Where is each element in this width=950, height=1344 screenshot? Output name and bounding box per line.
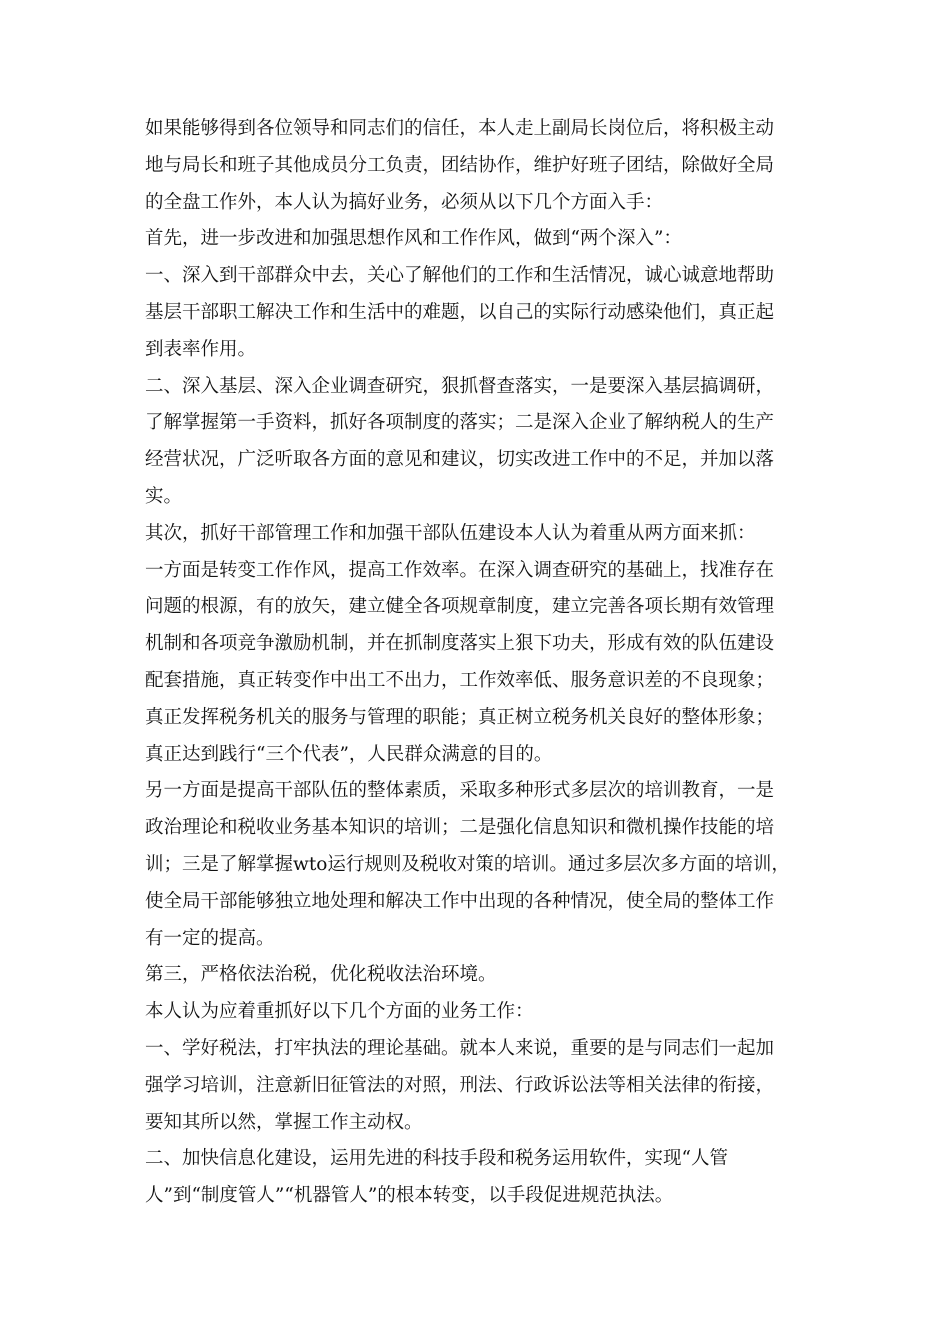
text-line: 人”到“制度管人”“机器管人”的根本转变，以手段促进规范执法。: [145, 1185, 674, 1207]
text-line: 经营状况，广泛听取各方面的意见和建议，切实改进工作中的不足，并加以落: [145, 449, 775, 471]
text-line: 一方面是转变工作作风，提高工作效率。在深入调查研究的基础上，找准存在: [145, 559, 775, 581]
text-line: 真正发挥税务机关的服务与管理的职能；真正树立税务机关良好的整体形象；: [145, 706, 775, 728]
text-line: 一、学好税法，打牢执法的理论基础。就本人来说，重要的是与同志们一起加: [145, 1037, 775, 1059]
text-line: 政治理论和税收业务基本知识的培训；二是强化信息知识和微机操作技能的培: [145, 817, 775, 839]
text-line: 二、深入基层、深入企业调查研究，狠抓督查落实，一是要深入基层搞调研，: [145, 375, 775, 397]
text-line: 一、深入到干部群众中去，关心了解他们的工作和生活情况，诚心诚意地帮助: [145, 265, 775, 287]
text-line: 实。: [145, 485, 183, 507]
text-line: 二、加快信息化建设，运用先进的科技手段和税务运用软件，实现“人管: [145, 1148, 728, 1170]
text-line: 另一方面是提高干部队伍的整体素质，采取多种形式多层次的培训教育，一是: [145, 780, 775, 802]
text-line: 强学习培训，注意新旧征管法的对照，刑法、行政诉讼法等相关法律的衔接，: [145, 1074, 775, 1096]
text-line: 真正达到践行“三个代表”，人民群众满意的目的。: [145, 743, 553, 765]
text-line: 问题的根源，有的放矢，建立健全各项规章制度，建立完善各项长期有效管理: [145, 596, 775, 618]
text-line: 配套措施，真正转变作中出工不出力，工作效率低、服务意识差的不良现象；: [145, 669, 775, 691]
text-line: 地与局长和班子其他成员分工负责，团结协作，维护好班子团结，除做好全局: [145, 154, 775, 176]
text-line: 其次，抓好干部管理工作和加强干部队伍建设本人认为着重从两方面来抓：: [145, 522, 756, 544]
text-line: 要知其所以然，掌握工作主动权。: [145, 1111, 423, 1133]
text-line: 如果能够得到各位领导和同志们的信任，本人走上副局长岗位后，将积极主动: [145, 118, 775, 139]
text-line: 基层干部职工解决工作和生活中的难题，以自己的实际行动感染他们，真正起: [145, 301, 775, 323]
text-line: 使全局干部能够独立地处理和解决工作中出现的各种情况，使全局的整体工作: [145, 890, 775, 912]
text-line: 第三，严格依法治税，优化税收法治环境。: [145, 964, 497, 986]
text-line: 本人认为应着重抓好以下几个方面的业务工作：: [145, 1001, 534, 1023]
text-line: 的全盘工作外，本人认为搞好业务，必须从以下几个方面入手：: [145, 191, 664, 213]
text-line: 训；三是了解掌握wto运行规则及税收对策的培训。通过多层次多方面的培训，: [145, 853, 790, 875]
document-body: [145, 111, 805, 1215]
text-line: 首先，进一步改进和加强思想作风和工作作风，做到“两个深入”：: [145, 228, 682, 250]
text-line: 有一定的提高。: [145, 927, 275, 949]
text-line: 到表率作用。: [145, 338, 257, 360]
text-line: 了解掌握第一手资料，抓好各项制度的落实；二是深入企业了解纳税人的生产: [145, 412, 775, 434]
text-line: 机制和各项竞争激励机制，并在抓制度落实上狠下功夫，形成有效的队伍建设: [145, 633, 775, 655]
